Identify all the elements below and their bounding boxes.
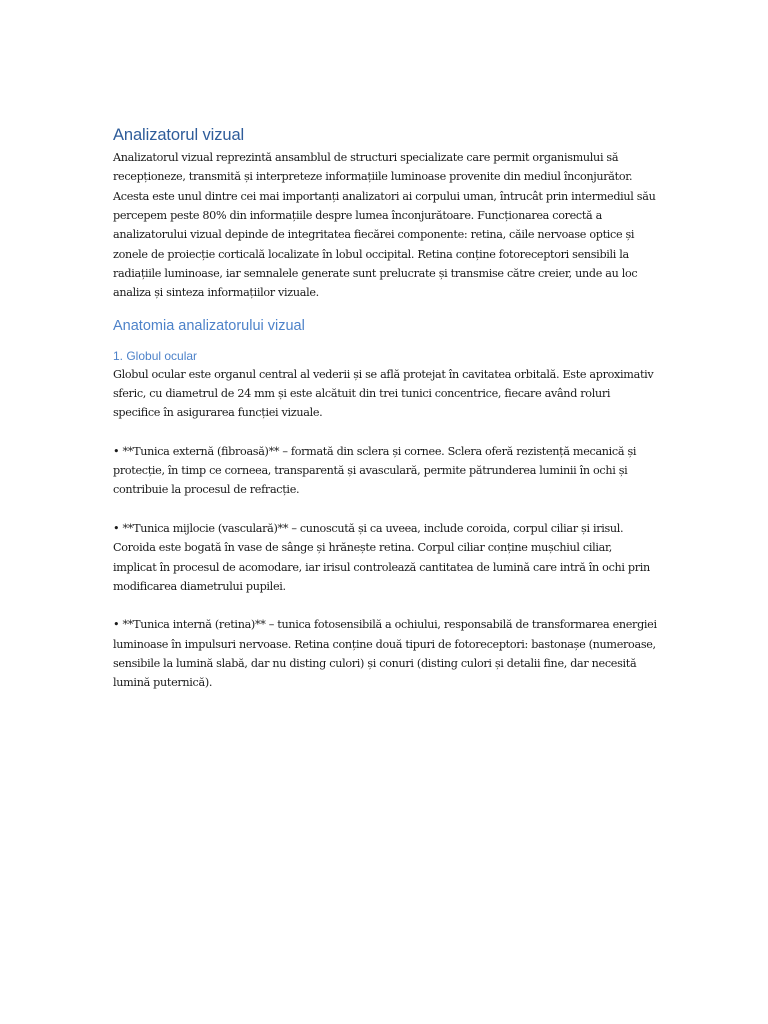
intro-paragraph: Analizatorul vizual reprezintă ansamblul de structuri specializate care permit organismului să recepționeze, transmită și interpreteze informațiile luminoase provenite din mediul înconjurător. Acesta este unul dintre cei mai importanți analizatori ai corpului uman, întrucât prin intermediul său percepem peste 80% din informațiile despre lumea înconjurătoare. Funcționarea corectă a analizatorului vizual depinde de integritatea fiecărei componente: retina, căile nervoase optice și zonele de proiecție corticală localizate în lobul occipital. Retina conține fotoreceptori sensibili la radiațiile luminoase, iar semnalele generate sunt prelucrate și transmise către creier, unde au loc analiza și sinteza informațiilor vizuale. xyxy=(113,151,656,300)
globe-paragraph: Globul ocular este organul central al vederii și se află protejat în cavitatea orbitală. Este aproximativ sferic, cu diametrul de 24 mm și este alcătuit din trei tunici concentrice, fiecare având roluri specifice în asigurarea funcției vizuale. xyxy=(113,367,654,420)
bullet-tunica-mijlocie: • **Tunica mijlocie (vasculară)** – cunoscută și ca uveea, include coroida, corpul ciliar și irisul. Coroida este bogată în vase de sânge și hrănește retina. Corpul ciliar conține mușchiul ciliar, implicat în procesul de acomodare, iar irisul controlează cantitatea de lumină care intră în ochi prin modificarea diametrului pupilei. xyxy=(113,521,650,593)
bullet-tunica-interna: • **Tunica internă (retina)** – tunica fotosensibilă a ochiului, responsabilă de transformarea energiei luminoase în impulsuri nervoase. Retina conține două tipuri de fotoreceptori: bastonașe (numeroase, sensibile la lumină slabă, dar nu disting culori) și conuri (disting culori și detalii fine, dar necesită lumină puternică). xyxy=(113,618,657,690)
bullet-tunica-externa: • **Tunica externă (fibroasă)** – formată din sclera și cornee. Sclera oferă rezistență mecanică și protecție, în timp ce corneea, transparentă și avasculară, permite pătrunderea luminii în ochi și contribuie la procesul de refracție. xyxy=(113,444,637,497)
subsection-title: 1. Globul ocular xyxy=(113,348,198,363)
section-title: Anatomia analizatorului vizual xyxy=(113,317,305,334)
document-page xyxy=(113,124,658,693)
document-title: Analizatorul vizual xyxy=(113,126,245,144)
